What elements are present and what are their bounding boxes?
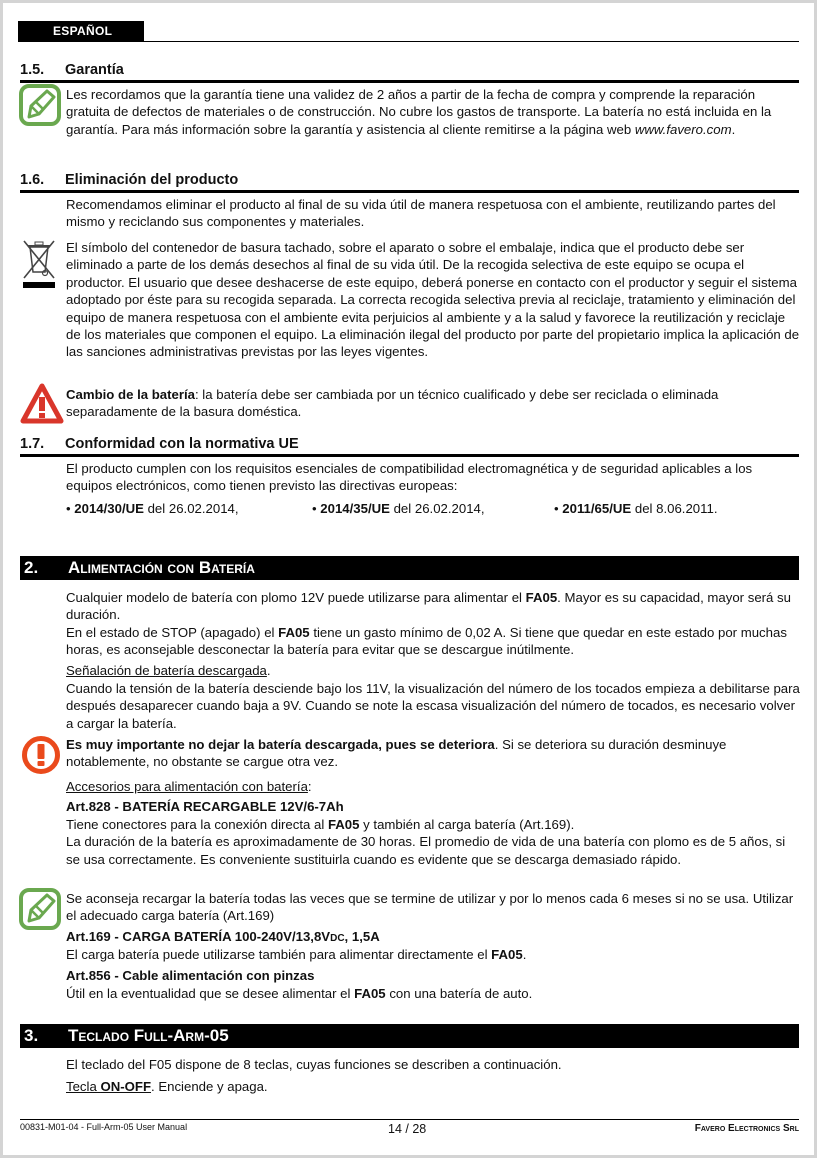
heading-rule	[20, 80, 799, 83]
section-title: Eliminación del producto	[65, 172, 239, 188]
chapter-number: 3.	[24, 1026, 39, 1045]
art828-title: Art.828 - BATERÍA RECARGABLE 12V/6-7Ah	[66, 799, 344, 814]
section-number: 1.7.	[20, 436, 45, 452]
warning-triangle-icon	[20, 382, 64, 426]
heading-rule	[20, 454, 799, 457]
art169-description: El carga batería puede utilizarse también para alimentar directamente el FA05.	[66, 947, 527, 962]
warranty-paragraph: Les recordamos que la garantía tiene una validez de 2 años a partir de la fecha de compra y comprende la reparación gratuita de defectos de materiales o de construcción. No cubre los gastos de transporte. La batería no está incluida en la garantía. Para más información sobre la garantía y asistencia al cliente remitirse a la página web www.favero.com.	[66, 87, 772, 137]
footer-doc-id: 00831-M01-04 - Full-Arm-05 User Manual	[20, 1122, 188, 1132]
header-rule	[144, 41, 799, 42]
chapter-title: Alimentación con Batería	[68, 558, 255, 577]
chapter-title: Teclado Full-Arm-05	[68, 1026, 229, 1045]
heading-rule	[20, 190, 799, 193]
art169-title: Art.169 - CARGA BATERÍA 100-240V/13,8VDC, 1,5A	[66, 929, 380, 944]
recharge-tip: Se aconseja recargar la batería todas las veces que se termine de utilizar y por lo menos cada 6 meses si no se usa. Utilizar el adecuado carga batería (Art.169)	[66, 891, 794, 924]
directive-item: • 2014/30/UE del 26.02.2014,	[66, 501, 239, 516]
chapter-heading-2	[20, 556, 799, 580]
battery-paragraph-2: En el estado de STOP (apagado) el FA05 tiene un gasto mínimo de 0,02 A. Si tiene que quedar en este estado por muchas horas, es aconsejable desconectar la batería para evitar que se descargue inútilmente.	[66, 625, 787, 658]
art856-title: Art.856 - Cable alimentación con pinzas	[66, 968, 315, 983]
directive-item: • 2014/35/UE del 26.02.2014,	[312, 501, 485, 516]
section-title: Garantía	[65, 62, 124, 78]
key-on-off: Tecla ON-OFF. Enciende y apaga.	[66, 1079, 268, 1094]
battery-change-warning: Cambio de la batería: la batería debe ser cambiada por un técnico cualificado y debe ser reciclada o eliminada separadamente de la basura doméstica.	[66, 387, 719, 420]
chapter-number: 2.	[24, 558, 39, 577]
language-tab: ESPAÑOL	[18, 21, 144, 42]
footer-page-number: 14 / 28	[388, 1122, 427, 1136]
section-title: Conformidad con la normativa UE	[65, 436, 299, 452]
low-battery-paragraph: Cuando la tensión de la batería desciende bajo los 11V, la visualización del número de los tocados empieza a debilitarse para después desaparecer cuando baja a 9V. Cuando se note la escasa visualización del número de tocados, es necesario volver a cargar la batería.	[66, 681, 800, 731]
low-battery-heading: Señalación de batería descargada.	[66, 663, 271, 678]
art828-description: Tiene conectores para la conexión directa al FA05 y también al carga batería (Art.169). La duración de la batería es aproximadamente de 30 horas. El promedio de vida de una batería con plomo es de 5 años, si se usa correctamente. Es conveniente sustituirla cuando es evidente que se descarga demasiado rápido.	[66, 817, 786, 867]
footer-rule	[20, 1119, 799, 1120]
accessories-heading: Accesorios para alimentación con batería:	[66, 779, 312, 794]
important-notice: Es muy importante no dejar la batería descargada, pues se deteriora. Si se deteriora su duración desminuye notablemente, no obstante se cargue otra vez.	[66, 737, 727, 770]
disposal-paragraph-2: El símbolo del contenedor de basura tachado, sobre el aparato o sobre el embalaje, indica que el producto debe ser eliminado a parte de los demás desechos al final de su vida útil. De la recogida selectiva de este equipo se ocupa el productor. El usuario que desee deshacerse de este equipo, deberá ponerse en contacto con el productor y seguir el sistema adoptado por éste para su recogida separada. La correcta recogida selectiva previa al reciclaje, tratamiento y eliminación del equipo de manera respetuosa con el ambiente evita perjuicios al ambiente y a la salud y favorece la reutilización y reciclaje de los materiales que componen el equipo. La eliminación ilegal del producto por parte del propietario implica la aplicación de las sanciones administrativas previstas por las leyes vigentes.	[66, 240, 800, 360]
directive-item: • 2011/65/UE del 8.06.2011.	[554, 501, 718, 516]
favero-link[interactable]: www.favero.com	[634, 121, 732, 137]
chapter-heading-3	[20, 1024, 799, 1048]
footer-company: Favero Electronics Srl	[694, 1123, 799, 1134]
disposal-paragraph-1: Recomendamos eliminar el producto al final de su vida útil de manera respetuosa con el ambiente, reutilizando partes del mismo y reciclando sus componentes y materiales.	[66, 197, 776, 230]
directives-list	[66, 500, 801, 518]
battery-paragraph-1: Cualquier modelo de batería con plomo 12V puede utilizarse para alimentar el FA05. Mayor es su capacidad, mayor será su duración.	[66, 590, 791, 623]
tip-pencil-icon	[19, 84, 61, 126]
art856-description: Útil en la eventualidad que se desee alimentar el FA05 con una batería de auto.	[66, 986, 533, 1001]
important-exclamation-icon	[21, 735, 61, 775]
weee-crossed-bin-icon	[21, 238, 57, 290]
document-page	[3, 3, 814, 1155]
compliance-paragraph: El producto cumplen con los requisitos esenciales de compatibilidad electromagnética y de seguridad aplicables a los equipos electrónicos, como tienen previsto las directivas europeas:	[66, 461, 753, 494]
section-number: 1.6.	[20, 172, 45, 188]
keyboard-paragraph: El teclado del F05 dispone de 8 teclas, cuyas funciones se describen a continuación.	[66, 1057, 562, 1072]
section-number: 1.5.	[20, 62, 45, 78]
tip-pencil-icon	[19, 888, 61, 930]
